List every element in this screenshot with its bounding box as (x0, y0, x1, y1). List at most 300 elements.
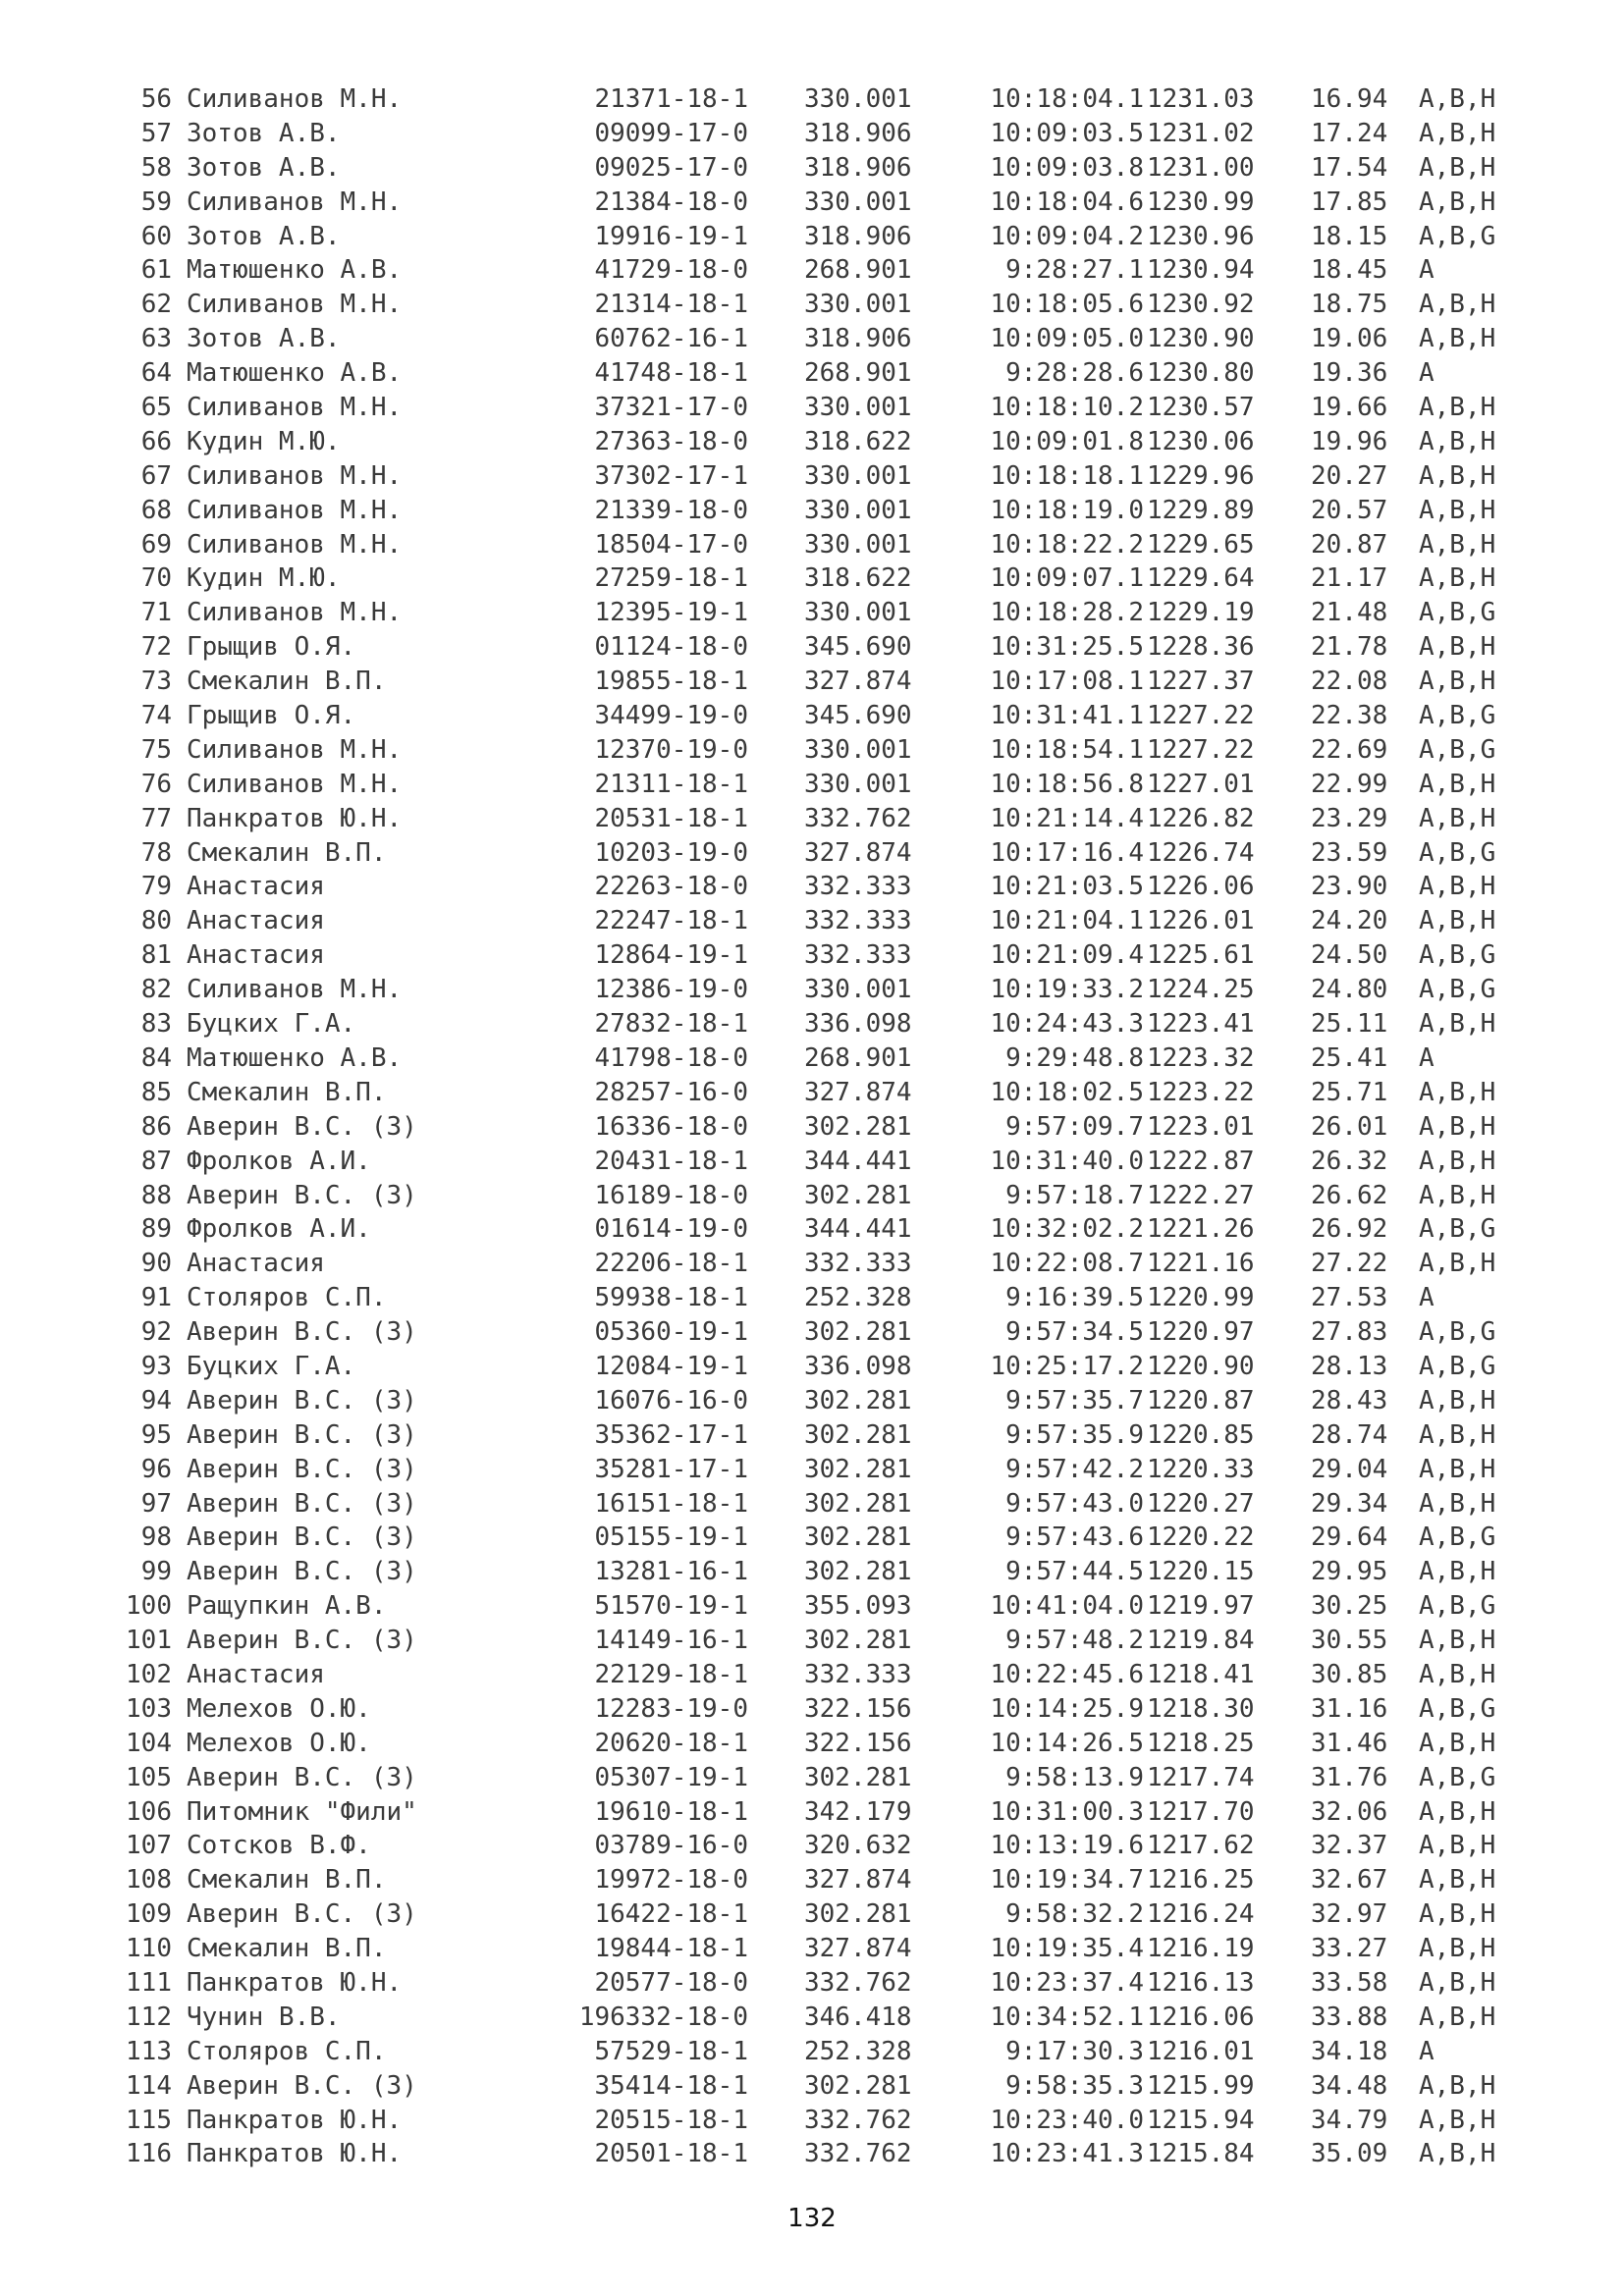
arrival-time: 10:31:40.0 (990, 1146, 1144, 1176)
ring-number: 60762-16-1 (594, 324, 748, 354)
categories: A,B,H (1419, 1831, 1496, 1861)
ring-number: 20620-18-1 (594, 1728, 748, 1758)
place-number: 71 (140, 598, 172, 628)
place-number: 95 (140, 1419, 172, 1450)
arrival-time: 10:09:03.8 (990, 152, 1144, 183)
arrival-time: 9:17:30.3 (1005, 2036, 1144, 2066)
table-row (0, 1658, 1624, 1692)
distance: 302.281 (804, 1385, 912, 1415)
categories: A,B,H (1419, 563, 1496, 594)
categories: A,B,H (1419, 632, 1496, 663)
categories: A,B,H (1419, 1419, 1496, 1450)
place-number: 87 (140, 1146, 172, 1176)
place-number: 65 (140, 393, 172, 423)
owner-name: Силиванов М.Н. (187, 734, 403, 765)
ring-number: 12395-19-1 (594, 598, 748, 628)
distance: 318.906 (804, 324, 912, 354)
place-number: 110 (126, 1934, 172, 1964)
speed: 1222.27 (1147, 1180, 1255, 1210)
distance: 302.281 (804, 1454, 912, 1484)
categories: A,B,H (1419, 1077, 1496, 1107)
distance: 327.874 (804, 837, 912, 868)
owner-name: Аверин В.С. (З) (187, 1626, 417, 1656)
points: 32.06 (1311, 1796, 1388, 1827)
distance: 332.333 (804, 940, 912, 971)
categories: A,B,H (1419, 1454, 1496, 1484)
arrival-time: 10:18:10.2 (990, 393, 1144, 423)
points: 19.66 (1311, 393, 1388, 423)
points: 25.11 (1311, 1009, 1388, 1040)
points: 16.94 (1311, 84, 1388, 114)
arrival-time: 10:31:00.3 (990, 1796, 1144, 1827)
arrival-time: 10:18:56.8 (990, 769, 1144, 799)
place-number: 83 (140, 1009, 172, 1040)
distance: 268.901 (804, 255, 912, 286)
distance: 344.441 (804, 1146, 912, 1176)
ring-number: 37321-17-0 (594, 393, 748, 423)
points: 28.13 (1311, 1351, 1388, 1381)
speed: 1223.22 (1147, 1077, 1255, 1107)
table-row (0, 1555, 1624, 1589)
points: 34.79 (1311, 2105, 1388, 2135)
table-row (0, 117, 1624, 151)
arrival-time: 10:14:25.9 (990, 1693, 1144, 1724)
speed: 1220.33 (1147, 1454, 1255, 1484)
speed: 1216.25 (1147, 1865, 1255, 1896)
categories: A,B,G (1419, 701, 1496, 731)
owner-name: Матюшенко А.В. (187, 358, 403, 389)
table-row (0, 1453, 1624, 1487)
ring-number: 35362-17-1 (594, 1419, 748, 1450)
ring-number: 12370-19-0 (594, 734, 748, 765)
arrival-time: 10:18:28.2 (990, 598, 1144, 628)
speed: 1220.97 (1147, 1317, 1255, 1348)
categories: A,B,H (1419, 324, 1496, 354)
speed: 1215.99 (1147, 2070, 1255, 2101)
distance: 332.333 (804, 872, 912, 902)
place-number: 78 (140, 837, 172, 868)
arrival-time: 10:21:09.4 (990, 940, 1144, 971)
ring-number: 27259-18-1 (594, 563, 748, 594)
place-number: 86 (140, 1111, 172, 1142)
owner-name: Аверин В.С. (З) (187, 2070, 417, 2101)
categories: A (1419, 1283, 1435, 1313)
table-row (0, 630, 1624, 665)
speed: 1220.99 (1147, 1283, 1255, 1313)
points: 29.04 (1311, 1454, 1388, 1484)
owner-name: Аверин В.С. (З) (187, 1385, 417, 1415)
categories: A,B,H (1419, 1796, 1496, 1827)
place-number: 92 (140, 1317, 172, 1348)
ring-number: 34499-19-0 (594, 701, 748, 731)
arrival-time: 10:19:33.2 (990, 975, 1144, 1005)
categories: A,B,H (1419, 1385, 1496, 1415)
arrival-time: 10:13:19.6 (990, 1831, 1144, 1861)
points: 21.17 (1311, 563, 1388, 594)
place-number: 69 (140, 529, 172, 560)
speed: 1221.26 (1147, 1214, 1255, 1245)
ring-number: 20431-18-1 (594, 1146, 748, 1176)
distance: 332.333 (804, 906, 912, 936)
ring-number: 51570-19-1 (594, 1591, 748, 1622)
arrival-time: 10:19:34.7 (990, 1865, 1144, 1896)
table-row (0, 2104, 1624, 2138)
owner-name: Силиванов М.Н. (187, 495, 403, 525)
owner-name: Анастасия (187, 1659, 325, 1689)
place-number: 103 (126, 1693, 172, 1724)
speed: 1226.74 (1147, 837, 1255, 868)
ring-number: 21371-18-1 (594, 84, 748, 114)
owner-name: Столяров С.П. (187, 1283, 387, 1313)
place-number: 75 (140, 734, 172, 765)
table-row (0, 1179, 1624, 1213)
speed: 1231.02 (1147, 118, 1255, 148)
owner-name: Силиванов М.Н. (187, 769, 403, 799)
speed: 1229.19 (1147, 598, 1255, 628)
table-row (0, 2137, 1624, 2171)
arrival-time: 10:18:02.5 (990, 1077, 1144, 1107)
place-number: 93 (140, 1351, 172, 1381)
owner-name: Силиванов М.Н. (187, 529, 403, 560)
owner-name: Буцких Г.А. (187, 1009, 356, 1040)
place-number: 59 (140, 187, 172, 217)
categories: A (1419, 2036, 1435, 2066)
speed: 1217.74 (1147, 1762, 1255, 1792)
arrival-time: 10:09:07.1 (990, 563, 1144, 594)
arrival-time: 10:21:04.1 (990, 906, 1144, 936)
page-number: 132 (787, 2204, 837, 2233)
table-row (0, 1145, 1624, 1179)
place-number: 72 (140, 632, 172, 663)
place-number: 97 (140, 1488, 172, 1519)
points: 17.54 (1311, 152, 1388, 183)
arrival-time: 10:25:17.2 (990, 1351, 1144, 1381)
distance: 332.762 (804, 1967, 912, 1998)
categories: A,B,H (1419, 1009, 1496, 1040)
categories: A,B,H (1419, 1626, 1496, 1656)
points: 30.25 (1311, 1591, 1388, 1622)
categories: A,B,G (1419, 837, 1496, 868)
owner-name: Аверин В.С. (З) (187, 1557, 417, 1587)
categories: A,B,H (1419, 667, 1496, 697)
arrival-time: 10:19:35.4 (990, 1934, 1144, 1964)
categories: A,B,G (1419, 1762, 1496, 1792)
points: 26.01 (1311, 1111, 1388, 1142)
owner-name: Смекалин В.П. (187, 1934, 387, 1964)
place-number: 66 (140, 426, 172, 456)
categories: A,B,G (1419, 734, 1496, 765)
ring-number: 21384-18-0 (594, 187, 748, 217)
place-number: 58 (140, 152, 172, 183)
table-row (0, 973, 1624, 1007)
ring-number: 27832-18-1 (594, 1009, 748, 1040)
distance: 327.874 (804, 1077, 912, 1107)
points: 26.32 (1311, 1146, 1388, 1176)
points: 23.59 (1311, 837, 1388, 868)
table-row (0, 938, 1624, 973)
speed: 1220.15 (1147, 1557, 1255, 1587)
speed: 1222.87 (1147, 1146, 1255, 1176)
arrival-time: 10:21:14.4 (990, 803, 1144, 833)
speed: 1216.13 (1147, 1967, 1255, 1998)
table-row (0, 253, 1624, 288)
table-row (0, 1761, 1624, 1795)
categories: A,B,H (1419, 1111, 1496, 1142)
categories: A,B,H (1419, 187, 1496, 217)
table-row (0, 1727, 1624, 1761)
owner-name: Силиванов М.Н. (187, 187, 403, 217)
arrival-time: 9:29:48.8 (1005, 1042, 1144, 1073)
points: 19.96 (1311, 426, 1388, 456)
categories: A,B,H (1419, 1967, 1496, 1998)
place-number: 108 (126, 1865, 172, 1896)
distance: 336.098 (804, 1009, 912, 1040)
owner-name: Грыщив О.Я. (187, 632, 356, 663)
table-row (0, 1897, 1624, 1932)
ring-number: 13281-16-1 (594, 1557, 748, 1587)
categories: A,B,G (1419, 598, 1496, 628)
speed: 1220.90 (1147, 1351, 1255, 1381)
table-row (0, 1589, 1624, 1624)
ring-number: 19844-18-1 (594, 1934, 748, 1964)
points: 33.58 (1311, 1967, 1388, 1998)
speed: 1226.82 (1147, 803, 1255, 833)
arrival-time: 9:57:48.2 (1005, 1626, 1144, 1656)
distance: 355.093 (804, 1591, 912, 1622)
owner-name: Анастасия (187, 906, 325, 936)
points: 18.75 (1311, 290, 1388, 320)
points: 21.78 (1311, 632, 1388, 663)
ring-number: 09099-17-0 (594, 118, 748, 148)
owner-name: Смекалин В.П. (187, 667, 387, 697)
table-row (0, 2001, 1624, 2035)
distance: 345.690 (804, 632, 912, 663)
arrival-time: 10:34:52.1 (990, 2002, 1144, 2032)
owner-name: Зотов А.В. (187, 152, 341, 183)
distance: 302.281 (804, 1522, 912, 1553)
categories: A,B,H (1419, 460, 1496, 491)
speed: 1227.01 (1147, 769, 1255, 799)
distance: 268.901 (804, 358, 912, 389)
categories: A,B,H (1419, 1557, 1496, 1587)
distance: 302.281 (804, 1762, 912, 1792)
owner-name: Смекалин В.П. (187, 1865, 387, 1896)
ring-number: 12864-19-1 (594, 940, 748, 971)
points: 28.43 (1311, 1385, 1388, 1415)
ring-number: 41748-18-1 (594, 358, 748, 389)
categories: A,B,H (1419, 872, 1496, 902)
distance: 330.001 (804, 975, 912, 1005)
arrival-time: 10:18:18.1 (990, 460, 1144, 491)
ring-number: 20531-18-1 (594, 803, 748, 833)
owner-name: Буцких Г.А. (187, 1351, 356, 1381)
arrival-time: 10:18:04.1 (990, 84, 1144, 114)
owner-name: Панкратов Ю.Н. (187, 803, 403, 833)
ring-number: 16336-18-0 (594, 1111, 748, 1142)
ring-number: 35281-17-1 (594, 1454, 748, 1484)
owner-name: Панкратов Ю.Н. (187, 2105, 403, 2135)
distance: 330.001 (804, 393, 912, 423)
distance: 327.874 (804, 1865, 912, 1896)
distance: 330.001 (804, 495, 912, 525)
distance: 330.001 (804, 734, 912, 765)
points: 22.99 (1311, 769, 1388, 799)
arrival-time: 10:22:08.7 (990, 1249, 1144, 1279)
categories: A,B,G (1419, 1214, 1496, 1245)
place-number: 115 (126, 2105, 172, 2135)
distance: 322.156 (804, 1728, 912, 1758)
speed: 1216.06 (1147, 2002, 1255, 2032)
table-row (0, 1418, 1624, 1453)
points: 32.97 (1311, 1899, 1388, 1930)
categories: A,B,H (1419, 1488, 1496, 1519)
arrival-time: 10:17:08.1 (990, 667, 1144, 697)
place-number: 100 (126, 1591, 172, 1622)
owner-name: Столяров С.П. (187, 2036, 387, 2066)
points: 32.37 (1311, 1831, 1388, 1861)
points: 35.09 (1311, 2139, 1388, 2169)
arrival-time: 9:58:32.2 (1005, 1899, 1144, 1930)
ring-number: 20515-18-1 (594, 2105, 748, 2135)
points: 33.27 (1311, 1934, 1388, 1964)
table-row (0, 356, 1624, 391)
arrival-time: 10:18:05.6 (990, 290, 1144, 320)
table-row (0, 1281, 1624, 1315)
table-row (0, 870, 1624, 904)
points: 34.48 (1311, 2070, 1388, 2101)
categories: A,B,H (1419, 152, 1496, 183)
owner-name: Фролков А.И. (187, 1146, 371, 1176)
speed: 1223.41 (1147, 1009, 1255, 1040)
categories: A,B,H (1419, 1659, 1496, 1689)
speed: 1230.92 (1147, 290, 1255, 320)
arrival-time: 10:21:03.5 (990, 872, 1144, 902)
speed: 1230.90 (1147, 324, 1255, 354)
speed: 1219.84 (1147, 1626, 1255, 1656)
speed: 1228.36 (1147, 632, 1255, 663)
table-row (0, 1692, 1624, 1727)
arrival-time: 9:57:35.9 (1005, 1419, 1144, 1450)
speed: 1216.24 (1147, 1899, 1255, 1930)
ring-number: 41729-18-0 (594, 255, 748, 286)
arrival-time: 9:57:43.6 (1005, 1522, 1144, 1553)
speed: 1223.32 (1147, 1042, 1255, 1073)
place-number: 62 (140, 290, 172, 320)
owner-name: Панкратов Ю.Н. (187, 2139, 403, 2169)
place-number: 111 (126, 1967, 172, 1998)
table-row (0, 802, 1624, 836)
points: 31.46 (1311, 1728, 1388, 1758)
categories: A,B,H (1419, 393, 1496, 423)
arrival-time: 9:57:44.5 (1005, 1557, 1144, 1587)
table-row (0, 425, 1624, 459)
ring-number: 59938-18-1 (594, 1283, 748, 1313)
distance: 252.328 (804, 1283, 912, 1313)
speed: 1230.57 (1147, 393, 1255, 423)
place-number: 70 (140, 563, 172, 594)
owner-name: Аверин В.С. (З) (187, 1488, 417, 1519)
distance: 332.762 (804, 2105, 912, 2135)
place-number: 106 (126, 1796, 172, 1827)
place-number: 68 (140, 495, 172, 525)
arrival-time: 10:31:25.5 (990, 632, 1144, 663)
place-number: 73 (140, 667, 172, 697)
speed: 1230.99 (1147, 187, 1255, 217)
arrival-time: 10:09:05.0 (990, 324, 1144, 354)
place-number: 98 (140, 1522, 172, 1553)
ring-number: 20501-18-1 (594, 2139, 748, 2169)
owner-name: Анастасия (187, 872, 325, 902)
owner-name: Силиванов М.Н. (187, 598, 403, 628)
speed: 1227.22 (1147, 701, 1255, 731)
speed: 1220.85 (1147, 1419, 1255, 1450)
speed: 1230.06 (1147, 426, 1255, 456)
table-row (0, 1521, 1624, 1555)
distance: 318.906 (804, 221, 912, 251)
arrival-time: 9:57:35.7 (1005, 1385, 1144, 1415)
points: 17.24 (1311, 118, 1388, 148)
ring-number: 21339-18-0 (594, 495, 748, 525)
distance: 322.156 (804, 1693, 912, 1724)
ring-number: 03789-16-0 (594, 1831, 748, 1861)
table-row (0, 186, 1624, 220)
points: 22.69 (1311, 734, 1388, 765)
place-number: 77 (140, 803, 172, 833)
table-row (0, 1350, 1624, 1384)
owner-name: Сотсков В.Ф. (187, 1831, 371, 1861)
arrival-time: 9:28:27.1 (1005, 255, 1144, 286)
distance: 302.281 (804, 1488, 912, 1519)
categories: A,B,G (1419, 221, 1496, 251)
table-row (0, 836, 1624, 871)
distance: 318.622 (804, 426, 912, 456)
place-number: 104 (126, 1728, 172, 1758)
distance: 302.281 (804, 1180, 912, 1210)
table-row (0, 1041, 1624, 1076)
distance: 252.328 (804, 2036, 912, 2066)
distance: 320.632 (804, 1831, 912, 1861)
place-number: 64 (140, 358, 172, 389)
place-number: 114 (126, 2070, 172, 2101)
points: 29.95 (1311, 1557, 1388, 1587)
categories: A,B,H (1419, 1180, 1496, 1210)
owner-name: Мелехов О.Ю. (187, 1728, 371, 1758)
ring-number: 19855-18-1 (594, 667, 748, 697)
categories: A,B,H (1419, 2105, 1496, 2135)
points: 25.71 (1311, 1077, 1388, 1107)
arrival-time: 10:17:16.4 (990, 837, 1144, 868)
speed: 1227.22 (1147, 734, 1255, 765)
table-row (0, 1624, 1624, 1658)
arrival-time: 10:14:26.5 (990, 1728, 1144, 1758)
speed: 1231.00 (1147, 152, 1255, 183)
points: 27.22 (1311, 1249, 1388, 1279)
distance: 330.001 (804, 769, 912, 799)
owner-name: Аверин В.С. (З) (187, 1317, 417, 1348)
distance: 318.906 (804, 118, 912, 148)
ring-number: 09025-17-0 (594, 152, 748, 183)
owner-name: Смекалин В.П. (187, 837, 387, 868)
table-row (0, 1212, 1624, 1247)
ring-number: 05155-19-1 (594, 1522, 748, 1553)
ring-number: 01614-19-0 (594, 1214, 748, 1245)
speed: 1229.89 (1147, 495, 1255, 525)
ring-number: 18504-17-0 (594, 529, 748, 560)
place-number: 109 (126, 1899, 172, 1930)
categories: A,B,H (1419, 1899, 1496, 1930)
owner-name: Аверин В.С. (З) (187, 1522, 417, 1553)
points: 24.20 (1311, 906, 1388, 936)
